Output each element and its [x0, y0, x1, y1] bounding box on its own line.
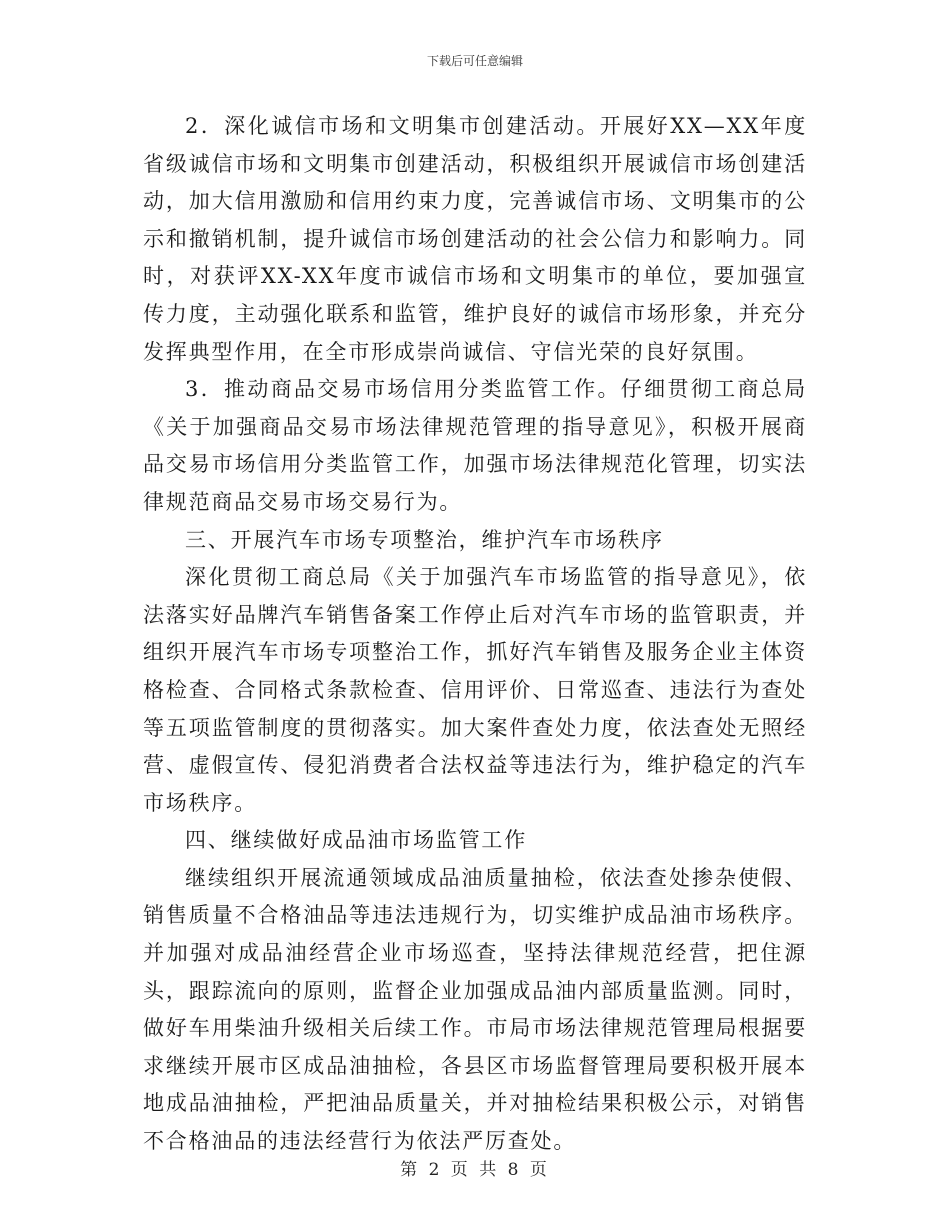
- paragraph-auto-market: 深化贯彻工商总局《关于加强汽车市场监管的指导意见》，依法落实好品牌汽车销售备案工作停止后对汽车市场的监管职责，并组织开展汽车市场专项整治工作，抓好汽车销售及服务企业主体资格检查、合同格式条款检查、信用评价、日常巡查、违法行为查处等五项监管制度的贯彻落实。加大案件查处力度，依法查处无照经营、虚假宣传、侵犯消费者合法权益等违法行为，维护稳定的汽车市场秩序。: [143, 565, 807, 815]
- section-heading-oil-market: 四、继续做好成品油市场监管工作: [185, 828, 527, 853]
- paragraph-credit-classification: 3．推动商品交易市场信用分类监管工作。仔细贯彻工商总局《关于加强商品交易市场法律规范管理的指导意见》，积极开展商品交易市场信用分类监管工作，加强市场法律规范化管理，切实法律规范商品交易市场交易行为。: [143, 377, 807, 514]
- page-header: 下载后可任意编辑: [426, 54, 523, 68]
- section-heading-auto-market: 三、开展汽车市场专项整治，维护汽车市场秩序: [185, 527, 664, 552]
- page-number-footer: 第 2 页 共 8 页: [400, 1160, 550, 1180]
- document-body: [143, 108, 807, 1161]
- paragraph-credit-market: 2．深化诚信市场和文明集市创建活动。开展好XX—XX年度省级诚信市场和文明集市创建活动，积极组织开展诚信市场创建活动，加大信用激励和信用约束力度，完善诚信市场、文明集市的公示和撤销机制，提升诚信市场创建活动的社会公信力和影响力。同时，对获评XX-XX年度市诚信市场和文明集市的单位，要加强宣传力度，主动强化联系和监管，维护良好的诚信市场形象，并充分发挥典型作用，在全市形成崇尚诚信、守信光荣的良好氛围。: [143, 114, 807, 364]
- paragraph-oil-market: 继续组织开展流通领域成品油质量抽检，依法查处掺杂使假、销售质量不合格油品等违法违规行为，切实维护成品油市场秩序。并加强对成品油经营企业市场巡查，坚持法律规范经营，把住源头，跟踪流向的原则，监督企业加强成品油内部质量监测。同时，做好车用柴油升级相关后续工作。市局市场法律规范管理局根据要求继续开展市区成品油抽检，各县区市场监督管理局要积极开展本地成品油抽检，严把油品质量关，并对抽检结果积极公示，对销售不合格油品的违法经营行为依法严厉查处。: [143, 865, 807, 1154]
